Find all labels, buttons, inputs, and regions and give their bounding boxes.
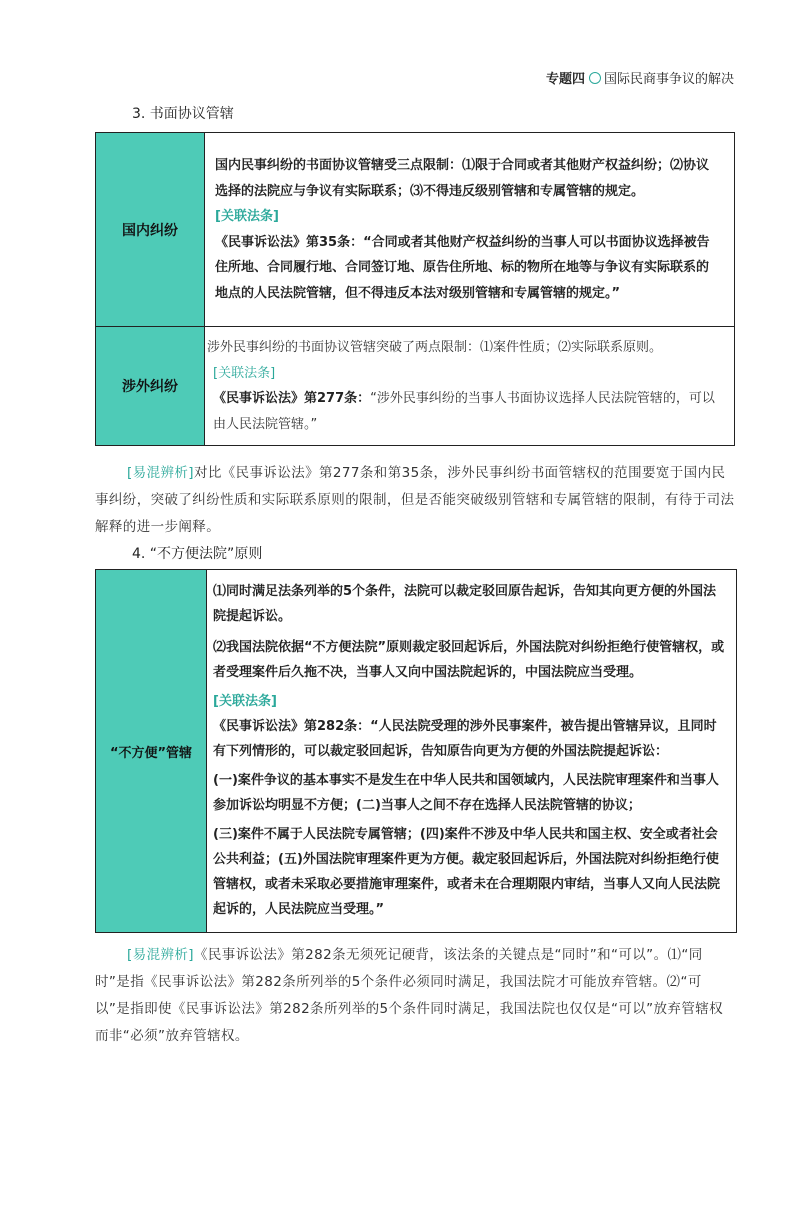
law-tag: [关联法条] — [213, 693, 277, 709]
row-label: “不方便”管辖 — [96, 570, 207, 933]
written-agreement-table — [95, 132, 735, 446]
topic-label: 专题四 — [545, 72, 585, 87]
analysis-tag: [易混辨析] — [127, 947, 194, 963]
analysis-text: 《民事诉讼法》第282条无须死记硬背，该法条的关键点是“同时”和“可以”。⑴“同时”是指《民事诉讼法》第282条所列举的5个条件必须同时满足，我国法院才可能放弃管辖。⑵“可以”是指即使《民事诉讼法》第282条所列举的5个条件同时满足，我国法院也仅仅是“可以”放弃管辖权而非“必须”放弃管辖权。 — [95, 947, 724, 1044]
table-row — [96, 570, 737, 933]
circle-icon — [589, 72, 601, 84]
law-items-b: (三)案件不属于人民法院专属管辖；(四)案件不涉及中华人民共和国主权、安全或者社会公共利益；(五)外国法院审理案件更为方便。裁定驳回起诉后，外国法院对纠纷拒绝行使管辖权，或者未采取必要措施审理案件，或者未在合理期限内审结，当事人又向人民法院起诉的，人民法院应当受理。” — [213, 826, 721, 917]
section-4-heading: 4. “不方便法院”原则 — [132, 546, 263, 562]
law-tag: [关联法条] — [215, 209, 279, 224]
table-row — [96, 133, 735, 327]
law-text: 《民事诉讼法》第35条：“合同或者其他财产权益纠纷的当事人可以书面协议选择被告住所地、合同履行地、合同签订地、原告住所地、标的物所在地等与争议有实际联系的地点的人民法院管辖，但不得违反本法对级别管辖和专属管辖的规定。” — [215, 234, 710, 301]
row-text: 涉外民事纠纷的书面协议管辖突破了两点限制：⑴案件性质；⑵实际联系原则。 — [207, 340, 663, 355]
row-content — [207, 570, 737, 933]
row-content — [205, 327, 735, 446]
point-2: ⑵我国法院依据“不方便法院”原则裁定驳回起诉后，外国法院对纠纷拒绝行使管辖权，或者受理案件后久拖不决，当事人又向中国法院起诉的，中国法院应当受理。 — [213, 639, 725, 680]
analysis-text: 对比《民事诉讼法》第277条和第35条，涉外民事纠纷书面管辖权的范围要宽于国内民事纠纷，突破了纠纷性质和实际联系原则的限制，但是否能突破级别管辖和专属管辖的限制，有待于司法解释的进一步阐释。 — [95, 465, 735, 535]
row-content — [205, 133, 735, 327]
row-text: 国内民事纠纷的书面协议管辖受三点限制：⑴限于合同或者其他财产权益纠纷；⑵协议选择的法院应与争议有实际联系；⑶不得违反级别管辖和专属管辖的规定。 — [215, 158, 710, 199]
chapter-title: 国际民商事争议的解决 — [603, 72, 734, 87]
forum-non-conveniens-table — [95, 569, 737, 933]
section-3-heading: 3. 书面协议管辖 — [132, 106, 234, 122]
running-header — [546, 68, 734, 87]
law-paragraph — [207, 386, 720, 437]
law-text: “涉外民事纠纷的当事人书面协议选择人民法院管辖的，可以由人民法院管辖。” — [213, 391, 715, 432]
law-intro: 《民事诉讼法》第282条：“人民法院受理的涉外民事案件，被告提出管辖异议，且同时有下列情形的，可以裁定驳回起诉，告知原告向更为方便的外国法院提起诉讼： — [213, 718, 717, 759]
law-ref: 《民事诉讼法》第277条： — [213, 391, 371, 406]
law-items-a: (一)案件争议的基本事实不是发生在中华人民共和国领域内，人民法院审理案件和当事人参加诉讼均明显不方便；(二)当事人之间不存在选择人民法院管辖的协议； — [213, 772, 719, 813]
analysis-paragraph-1 — [95, 460, 735, 541]
analysis-paragraph-2 — [95, 942, 735, 1050]
row-label: 涉外纠纷 — [96, 327, 205, 446]
analysis-tag: [易混辨析] — [127, 465, 194, 481]
point-1: ⑴同时满足法条列举的5个条件，法院可以裁定驳回原告起诉，告知其向更方便的外国法院提起诉讼。 — [213, 583, 717, 624]
table-row — [96, 327, 735, 446]
row-label: 国内纠纷 — [96, 133, 205, 327]
law-tag: [关联法条] — [213, 365, 276, 381]
